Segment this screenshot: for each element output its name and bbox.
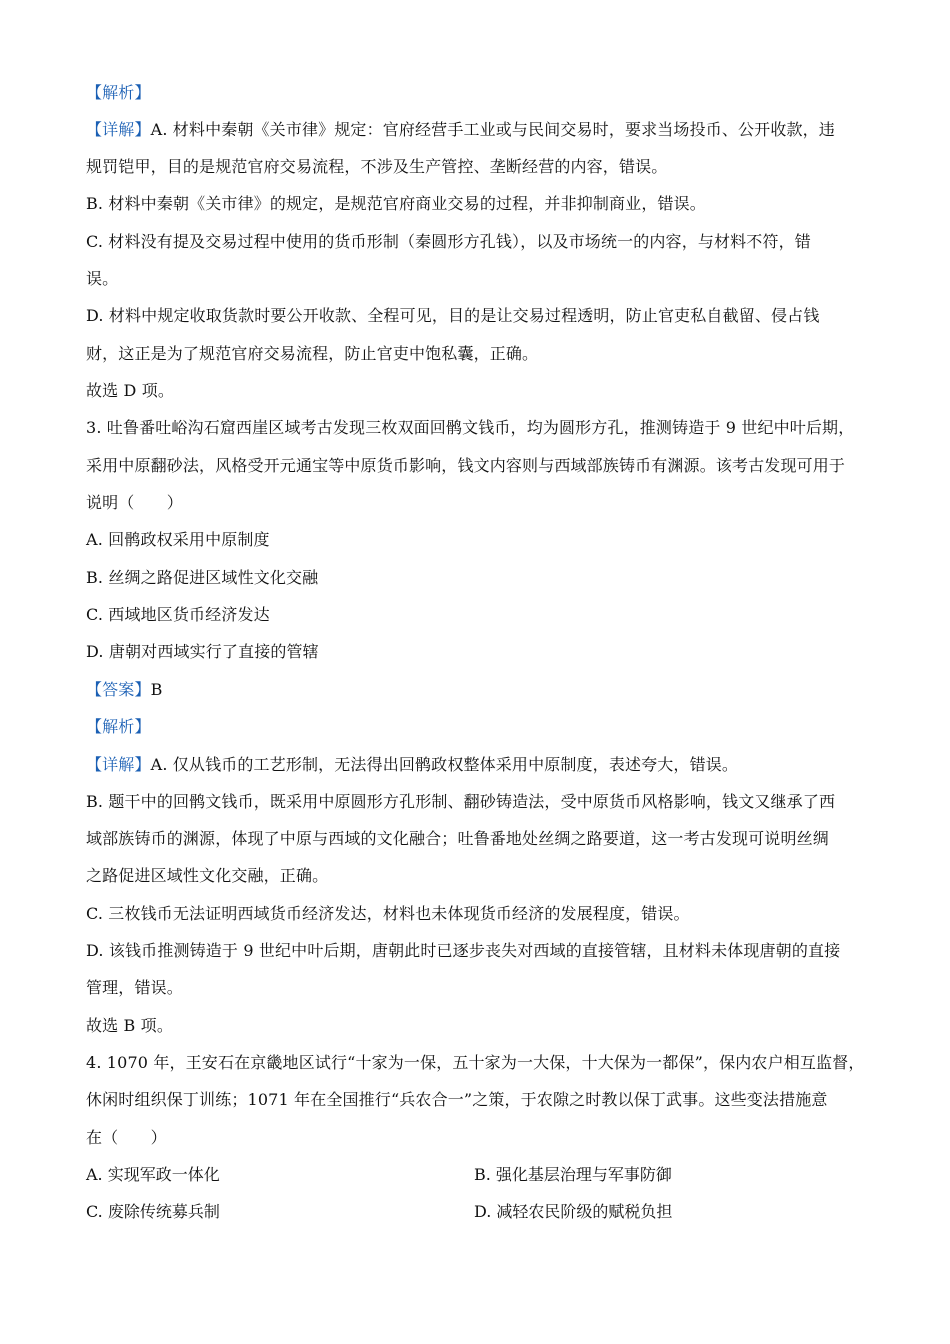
answer-tag: 【答案】 xyxy=(86,680,151,699)
question-stem: 说明（ ） xyxy=(86,493,183,512)
answer-value: B xyxy=(150,680,163,699)
option-d: D. 唐朝对西域实行了直接的管辖 xyxy=(86,642,319,661)
analysis-line: 规罚铠甲，目的是规范官府交易流程，不涉及生产管控、垄断经营的内容，错误。 xyxy=(86,157,668,176)
detail-tag: 【详解】 xyxy=(86,755,151,774)
analysis-line: 管理，错误。 xyxy=(86,978,183,997)
answer-line xyxy=(86,680,163,700)
option-a: A. 实现军政一体化 xyxy=(86,1165,220,1184)
question-stem: 3. 吐鲁番吐峪沟石窟西崖区域考古发现三枚双面回鹘文钱币，均为圆形方孔，推测铸造于 9 世纪中叶后期， xyxy=(86,418,855,437)
analysis-line: 域部族铸币的渊源，体现了中原与西域的文化融合；吐鲁番地处丝绸之路要道，这一考古发现可说明丝绸 xyxy=(86,829,829,848)
question-stem: 在（ ） xyxy=(86,1128,167,1147)
question-stem: 采用中原翻砂法，风格受开元通宝等中原货币影响，钱文内容则与西域部族铸币有渊源。该考古发现可用于 xyxy=(86,456,846,475)
conclusion-line: 故选 B 项。 xyxy=(86,1016,173,1035)
option-c: C. 西域地区货币经济发达 xyxy=(86,605,270,624)
analysis-line: D. 材料中规定收取货款时要公开收款、全程可见，目的是让交易过程透明，防止官吏私自截留、侵占钱 xyxy=(86,306,820,325)
analysis-line: 【详解】A. 材料中秦朝《关市律》规定：官府经营手工业或与民间交易时，要求当场投币、公开收款，违 xyxy=(86,120,835,139)
analysis-line: D. 该钱币推测铸造于 9 世纪中叶后期，唐朝此时已逐步丧失对西域的直接管辖，且材料未体现唐朝的直接 xyxy=(86,941,841,960)
option-b: B. 丝绸之路促进区域性文化交融 xyxy=(86,568,319,587)
analysis-line: 之路促进区域性文化交融，正确。 xyxy=(86,866,329,885)
option-c: C. 废除传统募兵制 xyxy=(86,1202,220,1221)
question-stem: 休闲时组织保丁训练；1071 年在全国推行“兵农合一”之策，于农隙之时教以保丁武事。这些变法措施意 xyxy=(86,1090,828,1109)
analysis-line: B. 材料中秦朝《关市律》的规定，是规范官府商业交易的过程，并非抑制商业，错误。 xyxy=(86,194,706,213)
analysis-line: 财，这正是为了规范官府交易流程，防止官吏中饱私囊，正确。 xyxy=(86,344,539,363)
analysis-line: C. 材料没有提及交易过程中使用的货币形制（秦圆形方孔钱），以及市场统一的内容，与材料不符，错 xyxy=(86,232,811,251)
question-stem: 4. 1070 年，王安石在京畿地区试行“十家为一保，五十家为一大保，十大保为一都保”，保内农户相互监督， xyxy=(86,1053,865,1072)
detail-tag: 【详解】 xyxy=(86,120,151,139)
option-d: D. 减轻农民阶级的赋税负担 xyxy=(474,1202,673,1221)
analysis-line: C. 三枚钱币无法证明西域货币经济发达，材料也未体现货币经济的发展程度，错误。 xyxy=(86,904,690,923)
analysis-header: 【解析】 xyxy=(86,83,151,102)
option-b: B. 强化基层治理与军事防御 xyxy=(474,1165,672,1184)
option-a: A. 回鹘政权采用中原制度 xyxy=(86,530,270,549)
analysis-header: 【解析】 xyxy=(86,717,151,736)
analysis-line: 【详解】A. 仅从钱币的工艺形制，无法得出回鹘政权整体采用中原制度，表述夸大，错误。 xyxy=(86,755,739,774)
conclusion-line: 故选 D 项。 xyxy=(86,381,175,400)
analysis-line: B. 题干中的回鹘文钱币，既采用中原圆形方孔形制、翻砂铸造法，受中原货币风格影响，钱文又继承了西 xyxy=(86,792,836,811)
analysis-line: 误。 xyxy=(86,269,119,288)
